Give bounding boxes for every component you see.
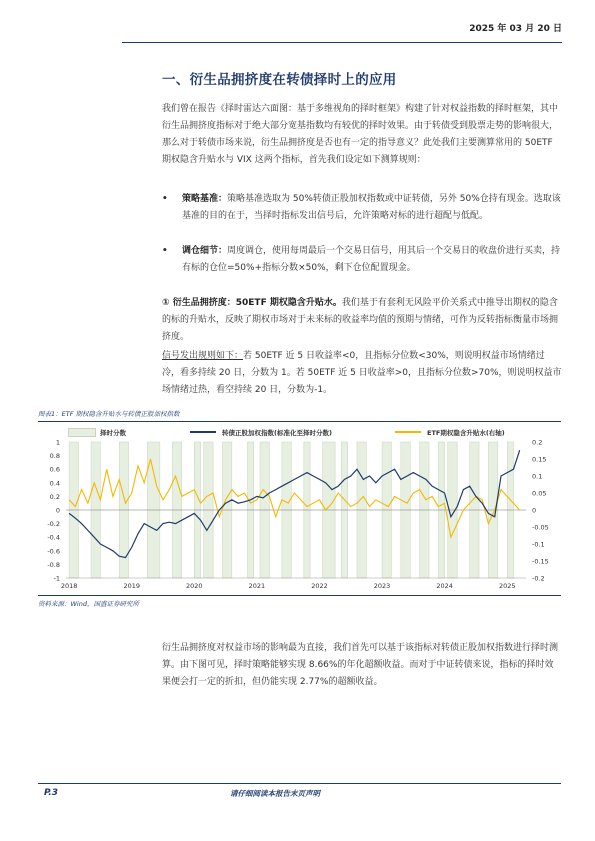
left-axis-tick-label: 0.2 xyxy=(49,492,60,501)
intro-paragraph: 我们曾在报告《择时雷达六面图：基于多维视角的择时框架》构建了针对权益指数的择时框架，其中衍生品拥挤度指标对于绝大部分宽基指数均有较优的择时效果。由于转债受到股票走势的影响很大，那么对于转债市场来说，衍生品拥挤度是否也有一定的指导意义？此处我们主要测算常用的 50ETF 期权隐含升贴水与 VIX 这两个指标，首先我们设定如下测算规则： xyxy=(162,104,559,165)
source-rule xyxy=(38,595,561,596)
right-axis-tick-label: 0 xyxy=(532,506,537,515)
report-date: 2025 年 03 月 20 日 xyxy=(469,24,562,34)
signal-rule-text: 若 50ETF 近 5 日收益率<0，且指标分位数<30%，则说明权益市场情绪过冷，看多持续 20 日，分数为 1。若 50ETF 近 5 日收益率>0，且指标分位数>70%，则说明权益市场情绪过热，看空持续 20 日，分数为-1。 xyxy=(162,351,562,395)
x-axis-tick-label: 2025 xyxy=(498,582,516,590)
right-axis-tick-label: -0.15 xyxy=(532,557,549,566)
x-axis-tick-label: 2022 xyxy=(311,582,328,590)
bullet-label: 调仓细节： xyxy=(182,246,228,256)
signal-rule-paragraph xyxy=(162,348,562,399)
section-title: 一、衍生品拥挤度在转债择时上的应用 xyxy=(162,72,397,88)
chart-svg xyxy=(38,436,561,594)
x-axis-tick-label: 2024 xyxy=(436,582,453,590)
x-axis-tick-label: 2019 xyxy=(123,582,140,590)
x-axis-tick-label: 2023 xyxy=(373,582,391,590)
indicator-text: 我们基于有套利无风险平价关系式中推导出期权的隐含的标的升贴水，反映了期权市场对于未来标的收益率均值的预期与情绪，可作为反转指标衡量市场拥挤度。 xyxy=(162,298,559,342)
legend-etf-label: ETF期权隐含升贴水(右轴) xyxy=(427,429,505,437)
source-note: 资料来源：Wind，国盛证券研究所 xyxy=(38,600,139,608)
right-axis-tick-label: -0.05 xyxy=(532,523,549,532)
indicator-heading: ① 衍生品拥挤度：50ETF 期权隐含升贴水。 xyxy=(162,298,342,308)
bullet-text: 周度调仓，使用每周最后一个交易日信号，用其后一个交易日的收盘价进行买卖，持有标的仓位=50%+指标分数×50%，剩下仓位配置现金。 xyxy=(182,246,561,273)
right-axis-tick-label: 0.05 xyxy=(532,489,547,498)
bullet-rebalance-detail xyxy=(162,243,562,277)
figure-caption: 图表1：ETF 期权隐含升贴水与转债正股加权指数 xyxy=(38,410,180,418)
right-axis-tick-label: 0.2 xyxy=(532,438,543,447)
left-axis-tick-label: 1 xyxy=(55,438,60,447)
left-axis-tick-label: -0.2 xyxy=(47,520,60,529)
left-axis-tick-label: 0.8 xyxy=(49,452,60,461)
indicator-paragraph xyxy=(162,295,562,346)
left-axis-tick-label: -0.6 xyxy=(47,547,60,556)
right-axis-tick-label: -0.2 xyxy=(532,574,545,583)
legend-etf-swatch xyxy=(395,431,421,433)
legend-index-swatch xyxy=(190,431,216,433)
left-axis-tick-label: 0.6 xyxy=(49,465,60,474)
x-axis-tick-label: 2018 xyxy=(60,582,78,590)
legend-index-label: 转债正股加权指数(标准化至择时分数) xyxy=(222,429,332,437)
figure-rule xyxy=(38,421,561,422)
result-paragraph: 衍生品拥挤度对权益市场的影响最为直接，我们首先可以基于该指标对转债正股加权指数进行择时测算。由下图可见，择时策略能够实现 8.66%的年化超额收益。而对于中证转债来说，指标的择时效果便会打一定的折扣，但仍能实现 2.77%的超额收益。 xyxy=(162,643,559,687)
x-axis-tick-label: 2020 xyxy=(186,582,203,590)
left-axis-tick-label: -0.8 xyxy=(47,560,60,569)
x-axis-tick-label: 2021 xyxy=(248,582,266,590)
left-axis-tick-label: 0 xyxy=(55,506,60,515)
header-rule xyxy=(122,42,562,43)
left-axis-tick-label: -0.4 xyxy=(47,533,60,542)
bullet-dot: • xyxy=(162,194,168,204)
bullet-text: 策略基准选取为 50%转债正股加权指数或中证转债，另外 50%仓持有现金。选取该基准的目的在于，当择时指标发出信号后，允许策略对标的进行超配与低配。 xyxy=(182,194,561,221)
bullet-label: 策略基准： xyxy=(182,194,228,204)
page-number: P.3 xyxy=(44,788,58,798)
footer-disclaimer: 请仔细阅读本报告末页声明 xyxy=(230,789,320,798)
legend-signal-label: 择时分数 xyxy=(100,429,126,437)
footer-rule xyxy=(38,783,561,784)
signal-rule-label: 信号发出规则如下： xyxy=(162,351,244,361)
left-axis-tick-label: -1 xyxy=(53,574,60,583)
right-axis-tick-label: -0.1 xyxy=(532,540,545,549)
right-axis-tick-label: 0.1 xyxy=(532,472,543,481)
right-axis-tick-label: 0.15 xyxy=(532,455,547,464)
left-axis-tick-label: 0.4 xyxy=(49,479,60,488)
bullet-strategy-benchmark xyxy=(162,191,562,225)
bullet-dot: • xyxy=(162,246,168,256)
